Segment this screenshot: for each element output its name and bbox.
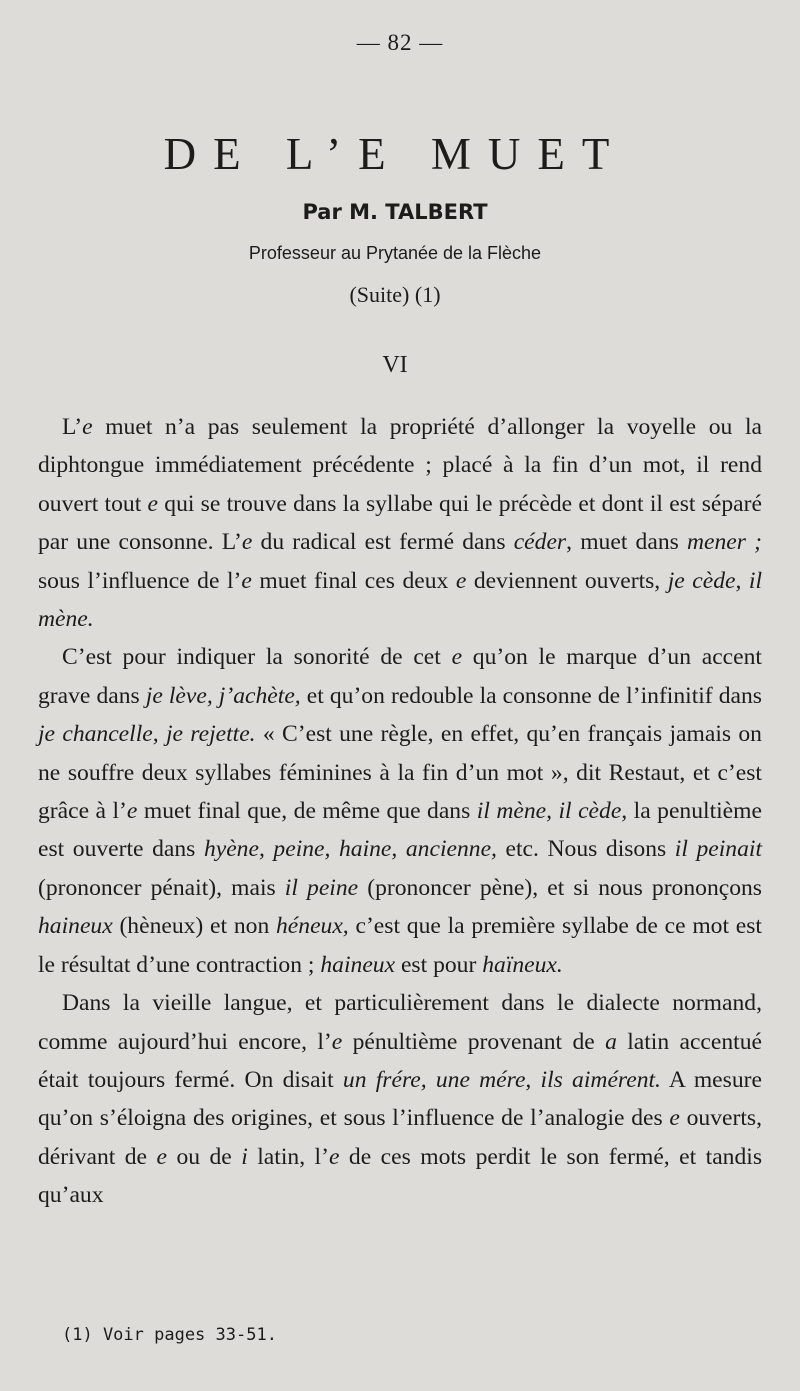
text-run: latin, l’ bbox=[247, 1143, 329, 1170]
paragraph bbox=[38, 638, 762, 984]
text-run: Dans la vieille langue, et particulièrement dans le dialecte normand, comme aujourd’hui encore, l’ bbox=[38, 990, 762, 1055]
text-run: muet final que, de même que dans bbox=[137, 798, 477, 825]
paragraph bbox=[38, 408, 762, 638]
italic-run: e bbox=[147, 490, 158, 517]
section-number: VI bbox=[382, 352, 408, 378]
italic-run: i bbox=[241, 1143, 248, 1170]
text-run: , muet dans bbox=[566, 529, 687, 556]
italic-run: il mène, il cède, bbox=[476, 798, 628, 825]
text-run: qui se trouve dans la syllabe qui le précède et dont il est séparé par une consonne. L’ bbox=[38, 490, 762, 556]
text-run: la penultième est ouverte dans bbox=[38, 798, 762, 863]
italic-run: e bbox=[156, 1143, 167, 1170]
text-run: c’est que la première syllabe de ce mot est le résultat d’une contraction ; bbox=[38, 913, 762, 978]
italic-run: un frére, une mére, ils aimérent. bbox=[342, 1066, 661, 1093]
italic-run: je chancelle, je rejette. bbox=[38, 721, 256, 748]
text-run: C’est pour indiquer la sonorité de cet bbox=[62, 644, 452, 671]
italic-run: il peinait bbox=[674, 836, 762, 863]
text-run: A mesure qu’on s’éloigna des origines, et sous l’influence de l’analogie des bbox=[38, 1066, 762, 1132]
italic-run: je lève, j’achète, bbox=[145, 682, 301, 709]
italic-run: haïneux. bbox=[482, 951, 563, 978]
text-run: L’ bbox=[62, 414, 83, 440]
italic-run: e bbox=[455, 567, 467, 594]
italic-run: e bbox=[328, 1143, 340, 1170]
italic-run: e bbox=[331, 1028, 343, 1055]
italic-run: il peine bbox=[284, 874, 359, 901]
author-affiliation: Professeur au Prytanée de la Flèche bbox=[248, 243, 542, 263]
article-title: DE L’E MUET bbox=[163, 129, 627, 179]
text-run: (prononcer pénait), mais bbox=[38, 874, 285, 901]
text-run: (hèneux) et non bbox=[112, 913, 276, 940]
italic-run: haineux bbox=[320, 951, 396, 978]
text-run: latin accentué était toujours fermé. On disait bbox=[38, 1028, 762, 1093]
text-run: est pour bbox=[395, 951, 483, 978]
italic-run: céder bbox=[513, 529, 567, 556]
text-run: « C’est une règle, en effet, qu’en français jamais on ne souffre deux syllabes féminines à la fin d’un mot », dit Restaut, et c’est grâce à l’ bbox=[38, 721, 762, 825]
text-run: deviennent ouverts, bbox=[466, 567, 668, 594]
italic-run: e bbox=[241, 529, 253, 556]
continuation-note: (Suite) (1) bbox=[349, 282, 441, 307]
text-run: qu’on le marque d’un accent grave dans bbox=[38, 644, 762, 709]
body-text bbox=[38, 408, 762, 1215]
text-run: ou de bbox=[166, 1143, 242, 1170]
text-run: pénultième provenant de bbox=[342, 1028, 606, 1055]
text-run: muet n’a pas seulement la propriété d’allonger la voyelle ou la diphtongue immédiatement précédente ; placé à la fin d’un mot, il rend ouvert tout bbox=[38, 414, 762, 517]
text-run: muet final ces deux bbox=[251, 567, 456, 594]
italic-run: e bbox=[241, 567, 252, 594]
text-run: (prononcer pène), et si nous prononçons bbox=[358, 874, 762, 901]
text-run: de ces mots perdit le son fermé, et tandis qu’aux bbox=[38, 1143, 763, 1209]
author-line: Par M. TALBERT bbox=[302, 200, 488, 224]
italic-run: hyène, peine, haine, ancienne, bbox=[203, 836, 497, 863]
italic-run: e bbox=[82, 414, 93, 440]
italic-run: héneux, bbox=[276, 913, 349, 940]
italic-run: e bbox=[669, 1105, 680, 1132]
italic-run: mener ; bbox=[687, 529, 763, 556]
italic-run: je cède, il mène. bbox=[38, 567, 762, 633]
text-run: et qu’on redouble la consonne de l’infinitif dans bbox=[300, 682, 762, 709]
text-run: sous l’influence de l’ bbox=[38, 567, 242, 594]
footnote: (1) Voir pages 33-51. bbox=[62, 1325, 277, 1345]
text-run: du radical est fermé dans bbox=[252, 529, 514, 556]
text-run: ouverts, dérivant de bbox=[38, 1105, 762, 1170]
page-number: — 82 — bbox=[356, 30, 444, 55]
italic-run: a bbox=[605, 1028, 617, 1055]
paragraph bbox=[38, 984, 762, 1214]
text-run: etc. Nous disons bbox=[496, 836, 675, 863]
italic-run: e bbox=[451, 644, 463, 671]
italic-run: e bbox=[126, 798, 138, 825]
italic-run: haineux bbox=[38, 913, 113, 940]
